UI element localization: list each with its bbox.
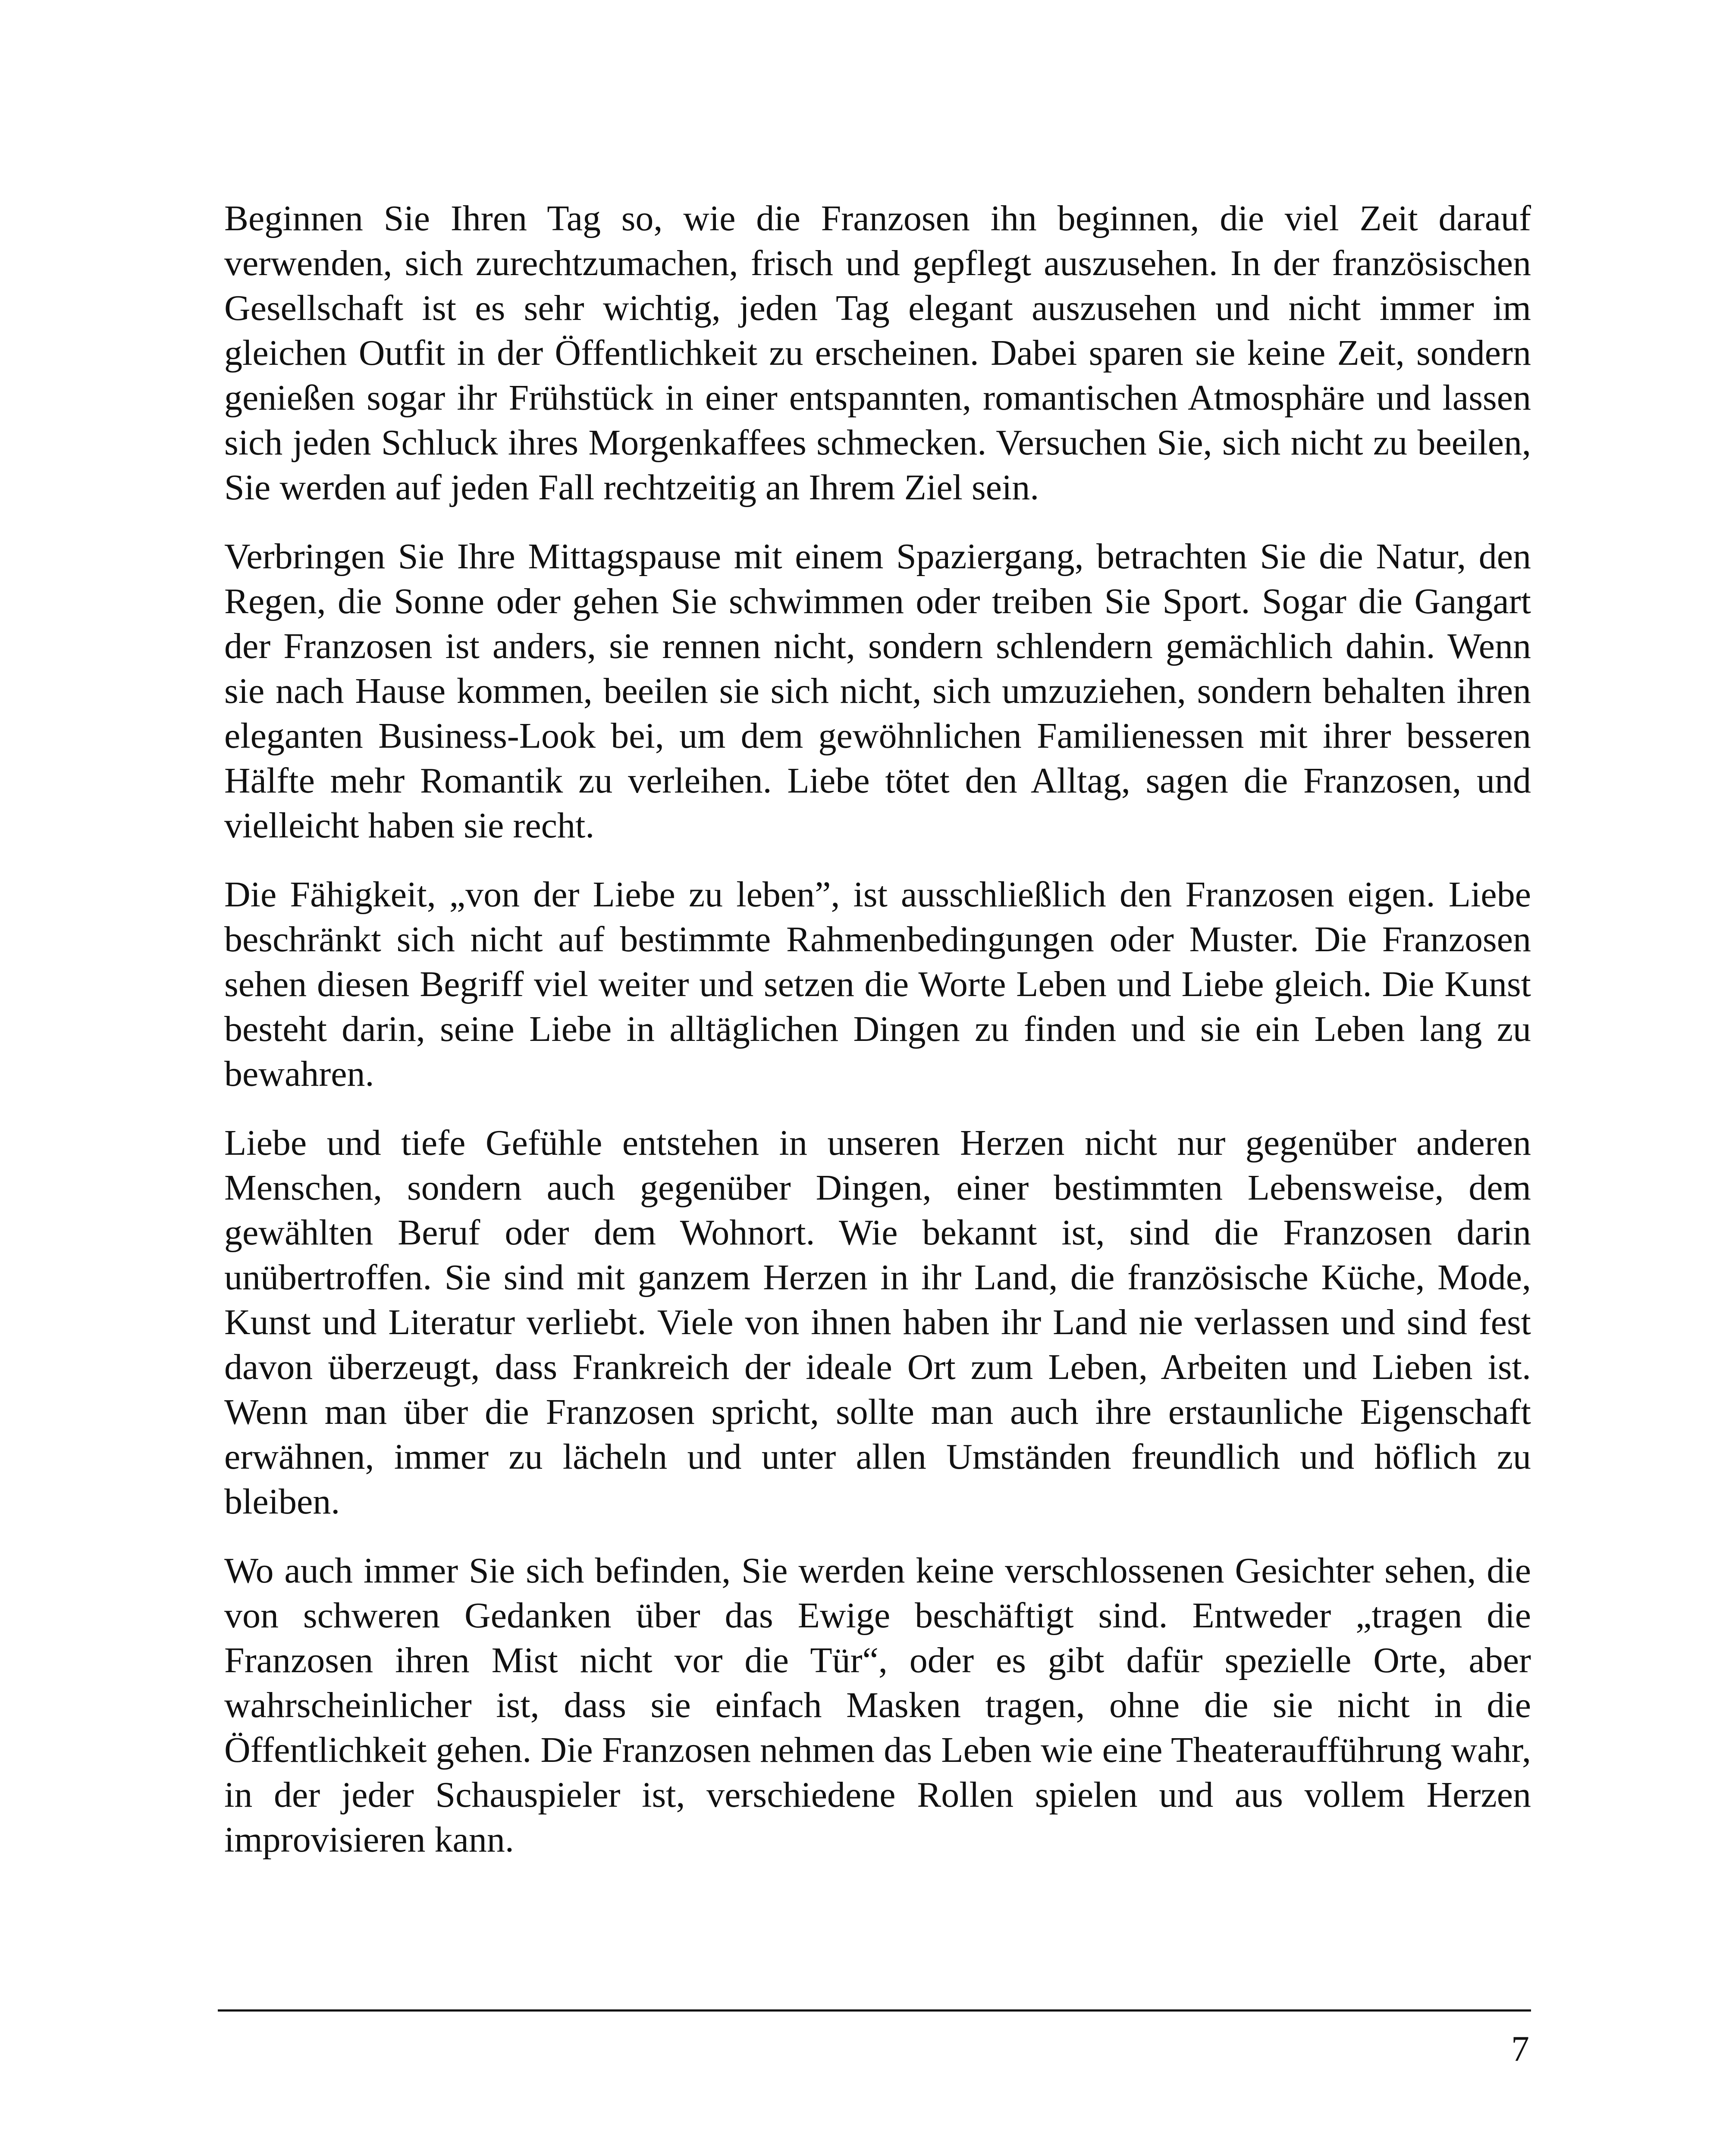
page-number: 7 [1511, 2029, 1529, 2069]
paragraph-2: Verbringen Sie Ihre Mittagspause mit einem Spaziergang, betrachten Sie die Natur, den Regen, die Sonne oder gehen Sie schwimmen oder treiben Sie Sport. Sogar die Gangart der Franzosen ist anders, sie rennen nicht, sondern schlendern gemächlich dahin. Wenn sie nach Hause kommen, beeilen sie sich nicht, sich umzuziehen, sondern behalten ihren eleganten Business-Look bei, um dem gewöhnlichen Familienessen mit ihrer besseren Hälfte mehr Romantik zu verleihen. Liebe tötet den Alltag, sagen die Franzosen, und vielleicht haben sie recht. [224, 536, 1531, 846]
footer-divider [218, 2009, 1531, 2012]
paragraph-5: Wo auch immer Sie sich befinden, Sie werden keine verschlossenen Gesichter sehen, die von schweren Gedanken über das Ewige beschäftigt sind. Entweder „tragen die Franzosen ihren Mist nicht vor die Tür“, oder es gibt dafür spezielle Orte, aber wahrscheinlicher ist, dass sie einfach Masken tragen, ohne die sie nicht in die Öffentlichkeit gehen. Die Franzosen nehmen das Leben wie eine Theateraufführung wahr, in der jeder Schauspieler ist, verschiedene Rollen spielen und aus vollem Herzen improvisieren kann. [224, 1551, 1531, 1860]
body-text [224, 196, 1531, 1887]
paragraph-1: Beginnen Sie Ihren Tag so, wie die Franzosen ihn beginnen, die viel Zeit darauf verwenden, sich zurechtzumachen, frisch und gepflegt auszusehen. In der französischen Gesellschaft ist es sehr wichtig, jeden Tag elegant auszusehen und nicht immer im gleichen Outfit in der Öffentlichkeit zu erscheinen. Dabei sparen sie keine Zeit, sondern genießen sogar ihr Frühstück in einer entspannten, romantischen Atmosphäre und lassen sich jeden Schluck ihres Morgenkaffees schmecken. Versuchen Sie, sich nicht zu beeilen, Sie werden auf jeden Fall rechtzeitig an Ihrem Ziel sein. [224, 198, 1531, 508]
paragraph-4: Liebe und tiefe Gefühle entstehen in unseren Herzen nicht nur gegenüber anderen Menschen, sondern auch gegenüber Dingen, einer bestimmten Lebensweise, dem gewählten Beruf oder dem Wohnort. Wie bekannt ist, sind die Franzosen darin unübertroffen. Sie sind mit ganzem Herzen in ihr Land, die französische Küche, Mode, Kunst und Literatur verliebt. Viele von ihnen haben ihr Land nie verlassen und sind fest davon überzeugt, dass Frankreich der ideale Ort zum Leben, Arbeiten und Lieben ist. Wenn man über die Franzosen spricht, sollte man auch ihre erstaunliche Eigenschaft erwähnen, immer zu lächeln und unter allen Umständen freundlich und höflich zu bleiben. [224, 1123, 1531, 1522]
paragraph-3: Die Fähigkeit, „von der Liebe zu leben”, ist ausschließlich den Franzosen eigen. Liebe beschränkt sich nicht auf bestimmte Rahmenbedingungen oder Muster. Die Franzosen sehen diesen Begriff viel weiter und setzen die Worte Leben und Liebe gleich. Die Kunst besteht darin, seine Liebe in alltäglichen Dingen zu finden und sie ein Leben lang zu bewahren. [224, 874, 1531, 1094]
